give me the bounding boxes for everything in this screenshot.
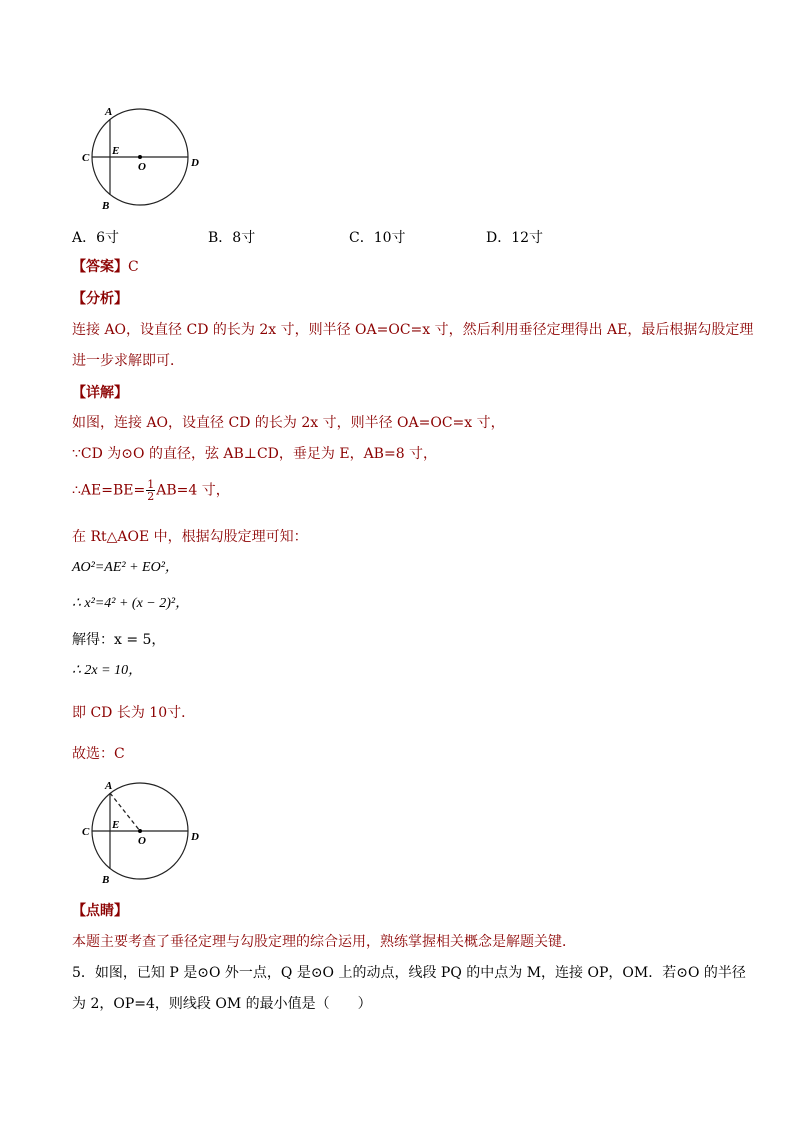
fraction-denominator: 2 [147, 490, 155, 503]
detail-line-1: 如图，连接 AO，设直径 CD 的长为 2x 寸，则半径 OA=OC=x 寸， [72, 415, 505, 431]
label-c: C [82, 826, 90, 838]
detail-line-5: 即 CD 长为 10寸． [72, 705, 196, 721]
detail-tag: 【详解】 [72, 385, 128, 401]
detail-line-4: 在 Rt△AOE 中，根据勾股定理可知： [72, 529, 308, 545]
detail-line-3 [72, 479, 230, 502]
equation-2: ∴ x²=4² + (x − 2)²， [72, 596, 190, 611]
circle-figure-2 [72, 772, 212, 890]
detail-line-2: ∵CD 为⊙O 的直径，弦 AB⊥CD，垂足为 E，AB=8 寸， [72, 446, 438, 462]
label-b: B [102, 200, 110, 212]
option-a: A．6寸 [72, 230, 120, 246]
label-a: A [105, 780, 113, 792]
question-5-line-1: 5．如图，已知 P 是⊙O 外一点，Q 是⊙O 上的动点，线段 PQ 的中点为 M，连接 OP，OM．若⊙O 的半径 [72, 965, 746, 981]
option-c: C．10寸 [349, 230, 406, 246]
question-5-line-2: 为 2，OP=4，则线段 OM 的最小值是（ ） [72, 996, 372, 1012]
equation-4: ∴ 2x = 10， [72, 663, 143, 678]
equation-1: AO²=AE² + EO²， [72, 560, 179, 575]
label-e: E [112, 145, 120, 157]
answer-tag: 【答案】 [72, 259, 128, 275]
label-d: D [191, 157, 199, 169]
answer-line [72, 257, 139, 277]
label-o: O [138, 161, 146, 173]
label-o: O [138, 835, 146, 847]
fraction-half [146, 479, 155, 502]
circle-figure-1 [72, 98, 212, 216]
equation-3: 解得：x = 5， [72, 632, 166, 648]
comment-line-1: 本题主要考查了垂径定理与勾股定理的综合运用，熟练掌握相关概念是解题关键． [72, 934, 576, 950]
detail-line-6: 故选：C [72, 746, 125, 762]
fraction-numerator: 1 [147, 478, 155, 491]
option-d: D．12寸 [486, 230, 544, 246]
center-point [138, 829, 142, 833]
label-c: C [82, 152, 90, 164]
label-a: A [105, 106, 113, 118]
center-point [138, 155, 142, 159]
comment-tag: 【点睛】 [72, 903, 128, 919]
analysis-tag: 【分析】 [72, 291, 128, 307]
analysis-line-2: 进一步求解即可． [72, 353, 184, 369]
analysis-line-1: 连接 AO，设直径 CD 的长为 2x 寸，则半径 OA=OC=x 寸，然后利用垂径定理得出 AE，最后根据勾股定理 [72, 322, 754, 338]
answer-value: C [128, 259, 139, 275]
detail-line-3-post: AB=4 寸， [156, 482, 230, 499]
label-e: E [112, 819, 120, 831]
detail-line-3-pre: ∴AE=BE= [72, 482, 146, 499]
label-d: D [191, 831, 199, 843]
option-b: B．8寸 [208, 230, 256, 246]
label-b: B [102, 874, 110, 886]
